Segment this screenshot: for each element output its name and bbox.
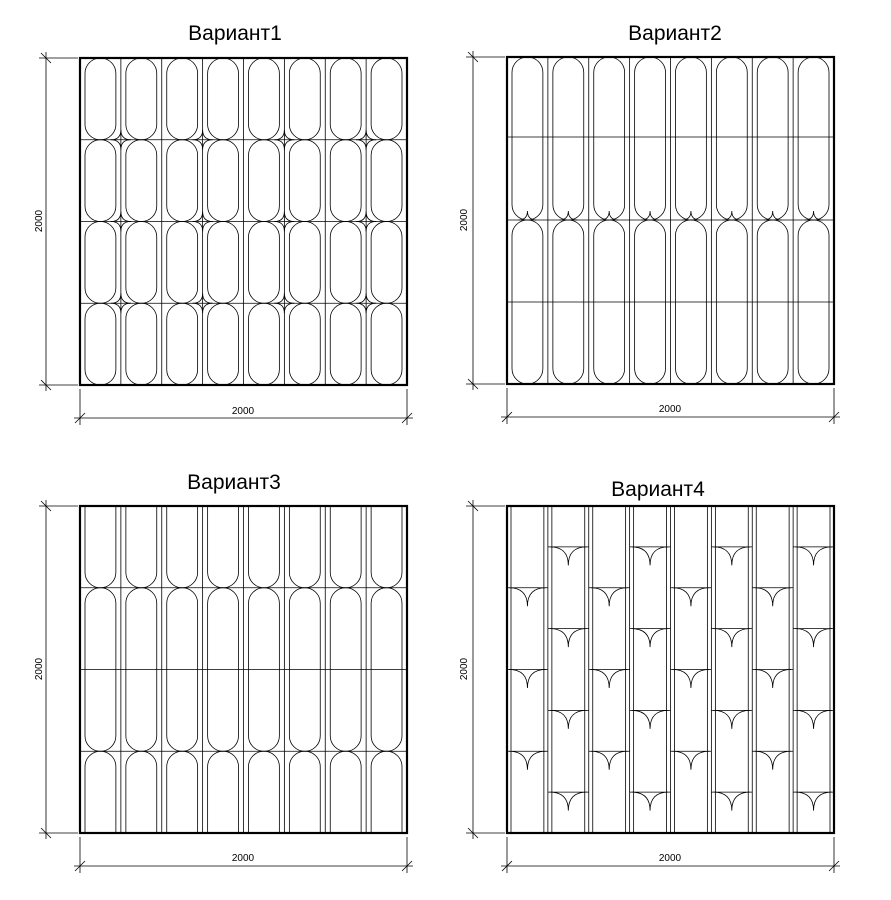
tile-stadium — [330, 140, 361, 222]
tile-stadium — [371, 222, 402, 304]
tile-stadium — [85, 303, 116, 385]
dimension-lines — [466, 500, 840, 873]
height-dimension-label: 2000 — [459, 208, 470, 232]
tile-stadium — [371, 58, 402, 140]
tile-stadium — [85, 140, 116, 222]
tile-stadium — [676, 57, 707, 220]
panel-title: Вариант2 — [628, 22, 722, 45]
tile-stadium — [289, 303, 320, 385]
tile-stadium — [208, 303, 239, 385]
tile-stadium — [126, 140, 157, 222]
panel-variant-1 — [34, 22, 413, 425]
tile-stadium — [208, 140, 239, 222]
tile-stadium — [716, 57, 747, 220]
tile-stadium — [249, 58, 280, 140]
tile-stadium — [208, 222, 239, 304]
tile-flare — [591, 751, 628, 769]
tile-stadium — [249, 222, 280, 304]
tile-flare — [632, 792, 669, 810]
tile-flare — [632, 629, 669, 647]
tile-flare — [754, 588, 791, 606]
tile-stadium — [85, 751, 116, 833]
tile-stadium — [553, 57, 584, 220]
tile-stadium — [126, 58, 157, 140]
tile-stadium — [371, 140, 402, 222]
tile-stadium — [289, 222, 320, 304]
panel-variant-4 — [459, 478, 840, 873]
tile-stadium — [85, 58, 116, 140]
tile-flare — [550, 629, 587, 647]
tile-stadium — [289, 58, 320, 140]
dimension-lines — [466, 51, 840, 424]
dimension-lines — [39, 500, 413, 873]
tile-stadium — [371, 751, 402, 833]
tile-stadium — [289, 751, 320, 833]
panel-title: Вариант1 — [188, 22, 282, 45]
tile-flare — [550, 710, 587, 728]
tile-stadium — [249, 303, 280, 385]
tile-stadium — [249, 751, 280, 833]
width-dimension-label: 2000 — [658, 404, 682, 415]
tile-stadium — [289, 140, 320, 222]
tile-stadium — [208, 506, 239, 588]
tile-stadium — [126, 506, 157, 588]
tile-stadium — [167, 140, 198, 222]
tile-stadium — [594, 57, 625, 220]
tile-flare — [509, 670, 546, 688]
tile-stadium — [208, 58, 239, 140]
tile-stadium — [635, 57, 666, 220]
tile-flare — [713, 792, 750, 810]
height-dimension-label: 2000 — [34, 657, 45, 681]
tile-flare — [713, 710, 750, 728]
tile-stadium — [249, 506, 280, 588]
tile-pattern — [507, 506, 834, 833]
tile-pattern — [507, 57, 834, 384]
tile-flare — [673, 670, 710, 688]
tile-flare — [795, 547, 832, 565]
tile-stadium — [330, 58, 361, 140]
width-dimension-label: 2000 — [231, 406, 255, 417]
panel-title: Вариант4 — [611, 478, 705, 501]
tile-flare — [673, 751, 710, 769]
tile-stadium — [126, 303, 157, 385]
tile-flare — [754, 751, 791, 769]
tile-flare — [795, 629, 832, 647]
width-dimension-label: 2000 — [658, 853, 682, 864]
tile-flare — [550, 547, 587, 565]
tile-stadium — [757, 57, 788, 220]
tile-stadium — [85, 506, 116, 588]
tile-flare — [509, 588, 546, 606]
height-dimension-label: 2000 — [459, 657, 470, 681]
tile-flare — [754, 670, 791, 688]
tile-stadium — [167, 303, 198, 385]
tile-stadium — [798, 57, 829, 220]
tile-stadium — [126, 222, 157, 304]
tile-pattern — [80, 58, 407, 385]
tile-flare — [673, 588, 710, 606]
tile-stadium — [330, 751, 361, 833]
tile-flare — [509, 751, 546, 769]
panel-variant-3 — [34, 471, 413, 873]
tile-flare — [713, 629, 750, 647]
tile-stadium — [167, 58, 198, 140]
dimension-lines — [39, 52, 413, 425]
tile-pattern — [80, 506, 407, 833]
tile-stadium — [249, 140, 280, 222]
tile-stadium — [208, 751, 239, 833]
tile-flare — [591, 588, 628, 606]
tile-stadium — [126, 751, 157, 833]
panel-variant-2 — [459, 22, 840, 424]
panel-title: Вариант3 — [187, 471, 281, 494]
tile-stadium — [167, 751, 198, 833]
tile-stadium — [85, 222, 116, 304]
tile-stadium — [371, 506, 402, 588]
width-dimension-label: 2000 — [231, 853, 255, 864]
tile-stadium — [512, 57, 543, 220]
tile-stadium — [330, 506, 361, 588]
tile-stadium — [167, 222, 198, 304]
tile-stadium — [330, 222, 361, 304]
height-dimension-label: 2000 — [34, 209, 45, 233]
tile-flare — [591, 670, 628, 688]
tile-stadium — [289, 506, 320, 588]
tile-flare — [632, 710, 669, 728]
tile-flare — [632, 547, 669, 565]
tile-stadium — [371, 303, 402, 385]
tile-flare — [713, 547, 750, 565]
tile-stadium — [167, 506, 198, 588]
tile-flare — [795, 710, 832, 728]
tile-stadium — [330, 303, 361, 385]
tile-flare — [550, 792, 587, 810]
tile-flare — [795, 792, 832, 810]
